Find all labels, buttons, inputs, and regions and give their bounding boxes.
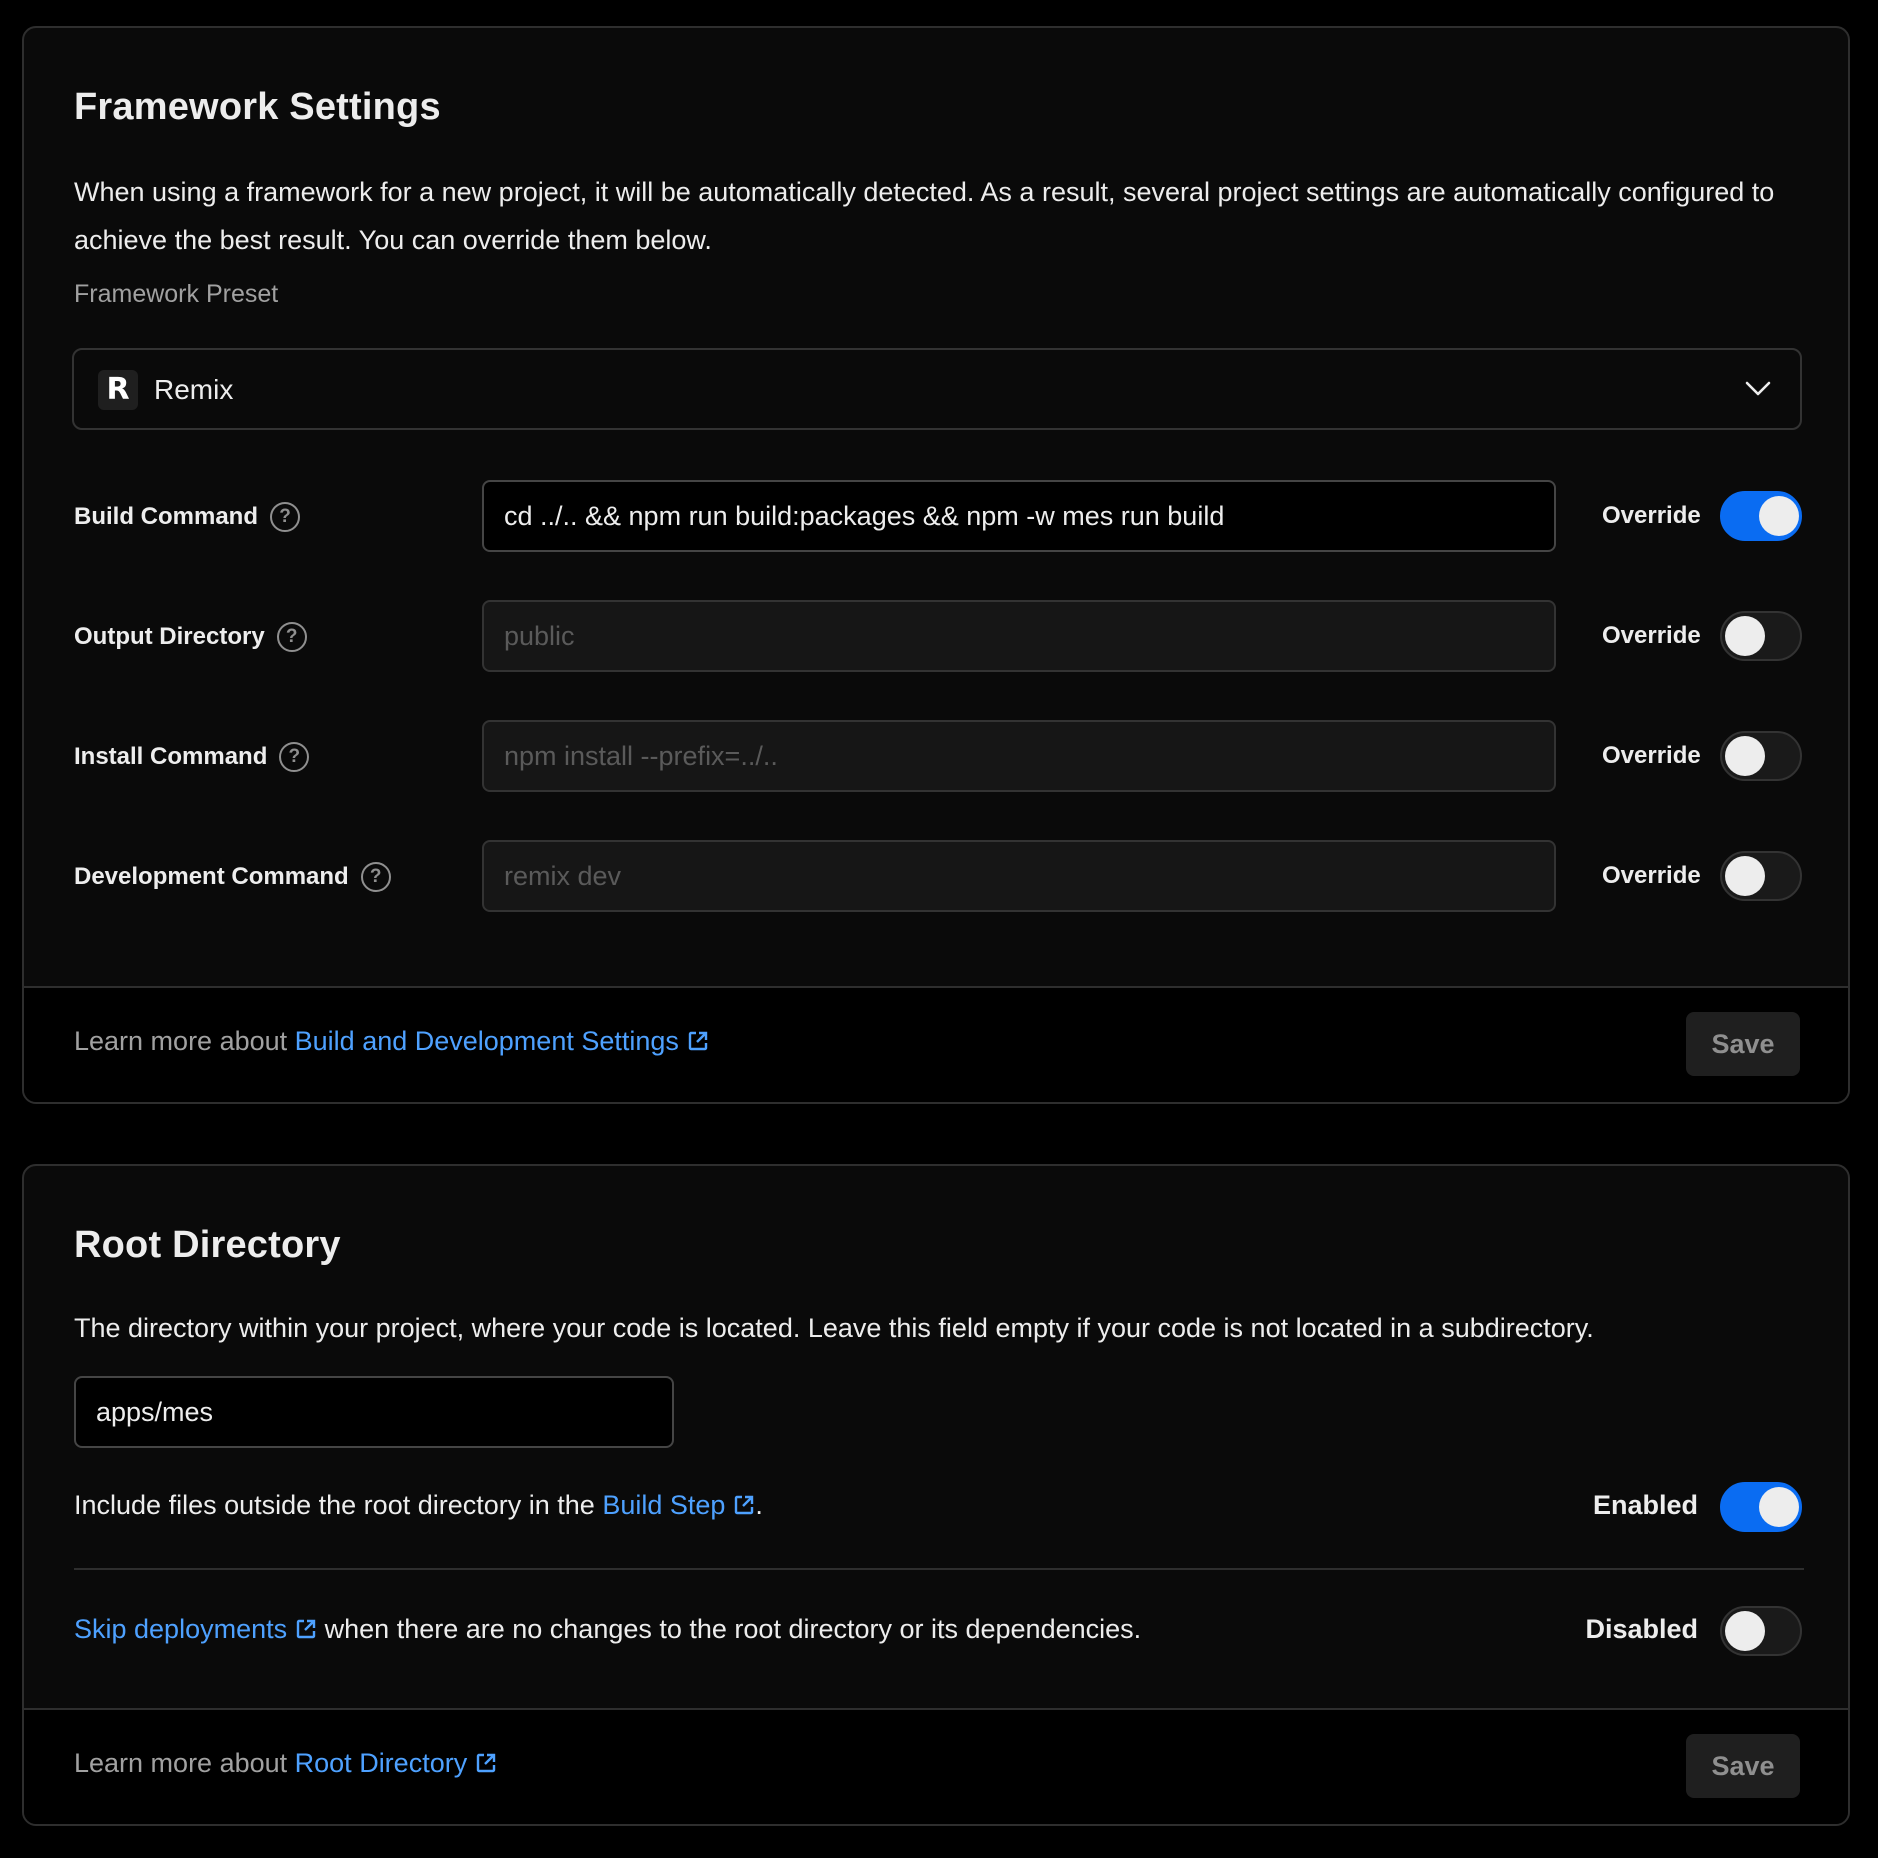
skip-deployments-state-label: Disabled <box>1585 1614 1698 1644</box>
output-directory-label: Output Directory <box>74 623 265 650</box>
output-directory-row <box>24 600 1848 672</box>
development-command-input[interactable] <box>482 840 1556 912</box>
framework-settings-footer <box>24 986 1848 1102</box>
divider <box>74 1568 1804 1570</box>
build-command-input[interactable] <box>482 480 1556 552</box>
development-command-override-toggle[interactable] <box>1720 851 1802 901</box>
build-command-row <box>24 480 1848 552</box>
install-command-row <box>24 720 1848 792</box>
development-command-row <box>24 840 1848 912</box>
framework-preset-value: Remix <box>154 374 234 405</box>
output-directory-override-toggle[interactable] <box>1720 611 1802 661</box>
install-command-label: Install Command <box>74 743 268 770</box>
root-directory-input[interactable] <box>74 1376 674 1448</box>
build-command-override-label: Override <box>1602 502 1701 529</box>
root-directory-docs-link[interactable]: Root Directory <box>295 1748 498 1778</box>
remix-logo-icon: R <box>98 370 138 410</box>
development-command-label: Development Command <box>74 863 349 890</box>
external-link-icon <box>733 1494 755 1516</box>
install-command-override-toggle[interactable] <box>1720 731 1802 781</box>
install-command-override-label: Override <box>1602 742 1701 769</box>
build-settings-docs-link[interactable]: Build and Development Settings <box>295 1026 709 1056</box>
skip-deployments-link[interactable]: Skip deployments <box>74 1614 317 1644</box>
framework-settings-description: When using a framework for a new project, it will be automatically detected. As a result, several project settings are automatically configured to achieve the best result. You can override them below. <box>74 177 1775 255</box>
skip-deployments-text: Skip deployments when there are no changes to the root directory or its dependencies. <box>74 1614 1142 1644</box>
external-link-icon <box>475 1752 497 1774</box>
root-directory-card <box>22 1164 1850 1826</box>
output-directory-override-label: Override <box>1602 622 1701 649</box>
help-icon[interactable]: ? <box>277 622 307 652</box>
chevron-down-icon <box>1744 378 1772 398</box>
include-files-state-label: Enabled <box>1592 1490 1698 1520</box>
help-icon[interactable]: ? <box>279 742 309 772</box>
root-directory-description: The directory within your project, where your code is located. Leave this field empty if your code is not located in a subdirectory. <box>74 1313 1594 1343</box>
include-files-toggle[interactable] <box>1720 1482 1802 1532</box>
build-step-link[interactable]: Build Step <box>602 1490 755 1520</box>
external-link-icon <box>295 1618 317 1640</box>
external-link-icon <box>687 1030 709 1052</box>
framework-preset-label: Framework Preset <box>74 280 279 308</box>
framework-settings-card <box>22 26 1850 1104</box>
include-files-text: Include files outside the root directory in the Build Step . <box>74 1490 763 1520</box>
development-command-override-label: Override <box>1602 862 1701 889</box>
install-command-input[interactable] <box>482 720 1556 792</box>
root-directory-title: Root Directory <box>74 1224 341 1266</box>
build-command-label: Build Command <box>74 503 258 530</box>
help-icon[interactable]: ? <box>361 862 391 892</box>
framework-save-button[interactable]: Save <box>1686 1012 1800 1076</box>
framework-settings-title: Framework Settings <box>74 86 441 128</box>
root-save-button[interactable]: Save <box>1686 1734 1800 1798</box>
framework-preset-select[interactable] <box>72 348 1802 430</box>
build-command-override-toggle[interactable] <box>1720 491 1802 541</box>
help-icon[interactable]: ? <box>270 502 300 532</box>
learn-more-prefix: Learn more about <box>74 1026 288 1056</box>
root-directory-footer <box>24 1708 1848 1824</box>
output-directory-input[interactable] <box>482 600 1556 672</box>
learn-more-prefix: Learn more about <box>74 1748 288 1778</box>
skip-deployments-toggle[interactable] <box>1720 1606 1802 1656</box>
